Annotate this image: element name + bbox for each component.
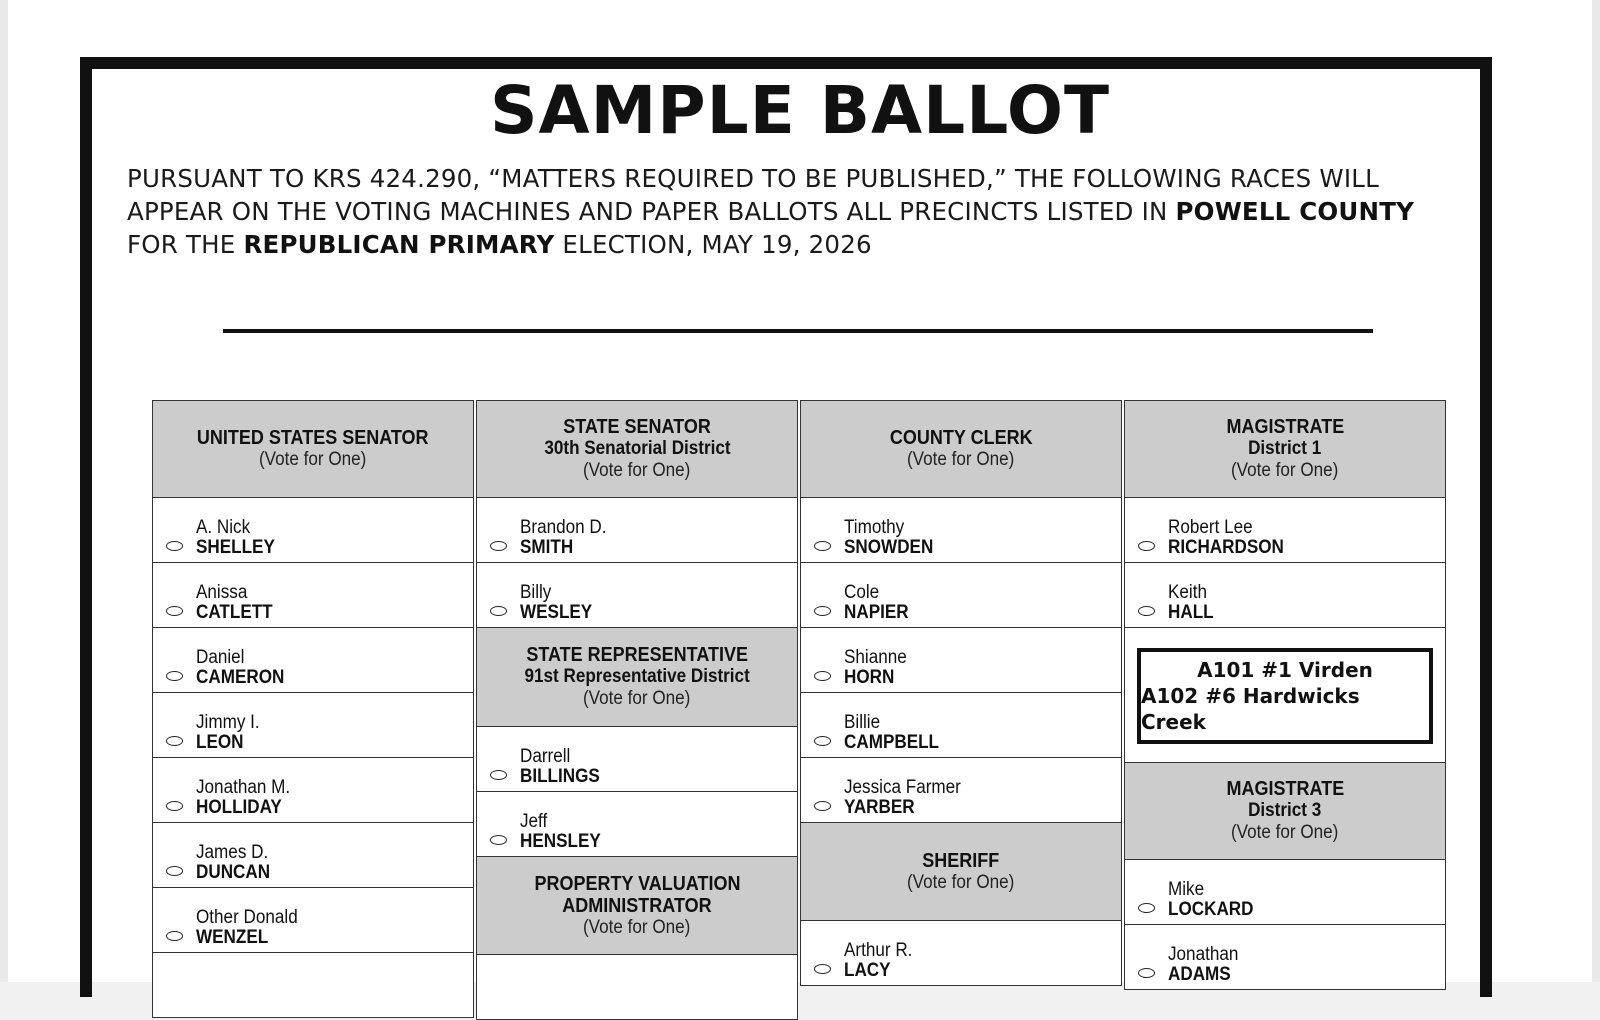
candidate-last-name: NAPIER <box>844 602 909 623</box>
candidate-last-name: DUNCAN <box>196 862 271 883</box>
candidate-last-name: ADAMS <box>1168 964 1231 985</box>
vote-oval[interactable] <box>166 671 183 681</box>
race-district: 30th Senatorial District <box>543 438 731 459</box>
candidate-row[interactable] <box>800 758 1122 823</box>
candidate-last-name: LEON <box>196 732 244 753</box>
column-us-senator <box>152 400 474 1018</box>
candidate-first-name: Jessica Farmer <box>844 777 961 798</box>
candidate-last-name: WESLEY <box>520 602 593 623</box>
candidate-row-cut <box>476 955 798 1020</box>
vote-oval[interactable] <box>166 801 183 811</box>
vote-oval[interactable] <box>490 606 507 616</box>
ballot-title: SAMPLE BALLOT <box>489 72 1111 149</box>
vote-oval[interactable] <box>1138 968 1155 978</box>
candidate-row[interactable] <box>152 498 474 563</box>
candidate-row[interactable] <box>800 921 1122 986</box>
race-office: PROPERTY VALUATION <box>533 872 741 895</box>
candidate-first-name: Arthur R. <box>844 940 913 961</box>
race-header-county-clerk <box>800 400 1122 498</box>
race-office: SHERIFF <box>922 849 1000 872</box>
race-instruction: (Vote for One) <box>907 871 1015 893</box>
precinct-line-2: A102 #6 Hardwicks Creek <box>1141 684 1360 734</box>
race-office: MAGISTRATE <box>1226 778 1344 800</box>
candidate-row[interactable] <box>476 563 798 628</box>
candidate-last-name: SNOWDEN <box>844 537 934 558</box>
candidate-row-cut <box>152 953 474 1018</box>
candidate-first-name: Billy <box>520 582 552 603</box>
race-header-pva <box>476 857 798 955</box>
preamble-text: PURSUANT TO KRS 424.290, “MATTERS REQUIRED TO BE PUBLISHED,” THE FOLLOWING RACES WILL APPEAR ON THE VOTING MACHINES AND PAPER BALLOTS ALL PRECINCTS LISTED IN <box>127 164 1379 226</box>
candidate-last-name: YARBER <box>844 797 915 818</box>
vote-oval[interactable] <box>1138 541 1155 551</box>
race-instruction: (Vote for One) <box>907 449 1015 470</box>
vote-oval[interactable] <box>814 541 831 551</box>
candidate-last-name: CAMPBELL <box>844 732 940 753</box>
candidate-row[interactable] <box>152 758 474 823</box>
vote-oval[interactable] <box>1138 903 1155 913</box>
vote-oval[interactable] <box>166 606 183 616</box>
vote-oval[interactable] <box>814 964 831 974</box>
race-district: 91st Representative District <box>524 666 750 687</box>
vote-oval[interactable] <box>814 801 831 811</box>
candidate-last-name: RICHARDSON <box>1168 537 1284 558</box>
race-instruction: (Vote for One) <box>259 449 367 470</box>
race-office: STATE SENATOR <box>563 416 711 438</box>
candidate-last-name: CAMERON <box>196 667 285 688</box>
candidate-last-name: HALL <box>1168 602 1214 623</box>
candidate-first-name: Keith <box>1168 582 1207 603</box>
candidate-row[interactable] <box>1124 563 1446 628</box>
race-instruction: (Vote for One) <box>1231 822 1339 843</box>
candidate-first-name: Jimmy I. <box>196 712 260 733</box>
candidate-first-name: Billie <box>844 712 881 733</box>
candidate-first-name: Cole <box>844 582 880 603</box>
candidate-last-name: BILLINGS <box>520 766 600 787</box>
candidate-row[interactable] <box>1124 498 1446 563</box>
column-state-races <box>476 400 798 1020</box>
race-instruction: (Vote for One) <box>1231 460 1339 481</box>
race-header-us-senator <box>152 400 474 498</box>
candidate-row[interactable] <box>800 498 1122 563</box>
vote-oval[interactable] <box>166 931 183 941</box>
candidate-row[interactable] <box>152 888 474 953</box>
precinct-line-1: A101 #1 Virden <box>1197 658 1373 682</box>
precinct-list-box <box>1137 648 1433 744</box>
column-magistrates <box>1124 400 1446 990</box>
race-office: STATE REPRESENTATIVE <box>526 644 748 666</box>
vote-oval[interactable] <box>166 541 183 551</box>
candidate-row[interactable] <box>1124 860 1446 925</box>
candidate-row[interactable] <box>476 792 798 857</box>
vote-oval[interactable] <box>490 770 507 780</box>
candidate-first-name: Brandon D. <box>520 517 607 538</box>
candidate-row[interactable] <box>152 563 474 628</box>
race-instruction: (Vote for One) <box>583 460 691 481</box>
race-header-state-rep <box>476 628 798 727</box>
candidate-last-name: LACY <box>844 960 891 981</box>
candidate-last-name: CATLETT <box>196 602 273 623</box>
candidate-last-name: WENZEL <box>196 927 269 948</box>
candidate-first-name: Anissa <box>196 582 248 603</box>
candidate-first-name: Jonathan <box>1168 944 1239 965</box>
candidate-last-name: LOCKARD <box>1168 899 1254 920</box>
candidate-last-name: HENSLEY <box>520 831 601 852</box>
race-instruction: (Vote for One) <box>583 688 691 709</box>
column-county-races <box>800 400 1122 986</box>
vote-oval[interactable] <box>814 671 831 681</box>
candidate-first-name: Other Donald <box>196 907 298 928</box>
candidate-first-name: Robert Lee <box>1168 517 1253 538</box>
candidate-first-name: Mike <box>1168 879 1205 900</box>
candidate-row[interactable] <box>152 628 474 693</box>
candidate-first-name: Darrell <box>520 746 571 767</box>
candidate-row[interactable] <box>476 498 798 563</box>
race-office-line2: ADMINISTRATOR <box>562 894 712 917</box>
race-district: District 1 <box>1248 438 1322 459</box>
divider-rule <box>223 329 1373 333</box>
vote-oval[interactable] <box>166 866 183 876</box>
candidate-row[interactable] <box>1124 925 1446 990</box>
vote-oval[interactable] <box>1138 606 1155 616</box>
candidate-row[interactable] <box>800 563 1122 628</box>
preamble-election: REPUBLICAN PRIMARY <box>243 230 555 259</box>
candidate-first-name: Daniel <box>196 647 245 668</box>
candidate-first-name: Jeff <box>520 811 548 832</box>
candidate-last-name: HORN <box>844 667 895 688</box>
candidate-first-name: Jonathan M. <box>196 777 291 798</box>
vote-oval[interactable] <box>814 736 831 746</box>
candidate-last-name: SHELLEY <box>196 537 275 558</box>
candidate-row[interactable] <box>476 727 798 792</box>
race-header-sheriff <box>800 823 1122 921</box>
ballot-preamble <box>127 162 1467 261</box>
candidate-row[interactable] <box>152 693 474 758</box>
candidate-row[interactable] <box>800 693 1122 758</box>
preamble-text-2: FOR THE <box>127 230 244 259</box>
race-header-magistrate-3 <box>1124 762 1446 860</box>
vote-oval[interactable] <box>490 835 507 845</box>
vote-oval[interactable] <box>814 606 831 616</box>
candidate-row[interactable] <box>152 823 474 888</box>
race-header-state-senator <box>476 400 798 498</box>
race-district: District 3 <box>1248 800 1322 821</box>
vote-oval[interactable] <box>166 736 183 746</box>
race-header-magistrate-1 <box>1124 400 1446 498</box>
candidate-row[interactable] <box>800 628 1122 693</box>
vote-oval[interactable] <box>490 541 507 551</box>
race-office: MAGISTRATE <box>1226 416 1344 438</box>
race-instruction: (Vote for One) <box>583 916 691 938</box>
candidate-last-name: SMITH <box>520 537 574 558</box>
candidate-first-name: A. Nick <box>196 517 251 538</box>
preamble-text-3: ELECTION, MAY 19, 2026 <box>554 230 872 259</box>
candidate-last-name: HOLLIDAY <box>196 797 282 818</box>
preamble-county: POWELL COUNTY <box>1175 197 1415 226</box>
race-office: COUNTY CLERK <box>889 427 1033 449</box>
candidate-first-name: Shianne <box>844 647 907 668</box>
race-office: UNITED STATES SENATOR <box>197 427 429 449</box>
precinct-notice <box>1124 628 1446 762</box>
candidate-first-name: Timothy <box>844 517 905 538</box>
candidate-first-name: James D. <box>196 842 269 863</box>
